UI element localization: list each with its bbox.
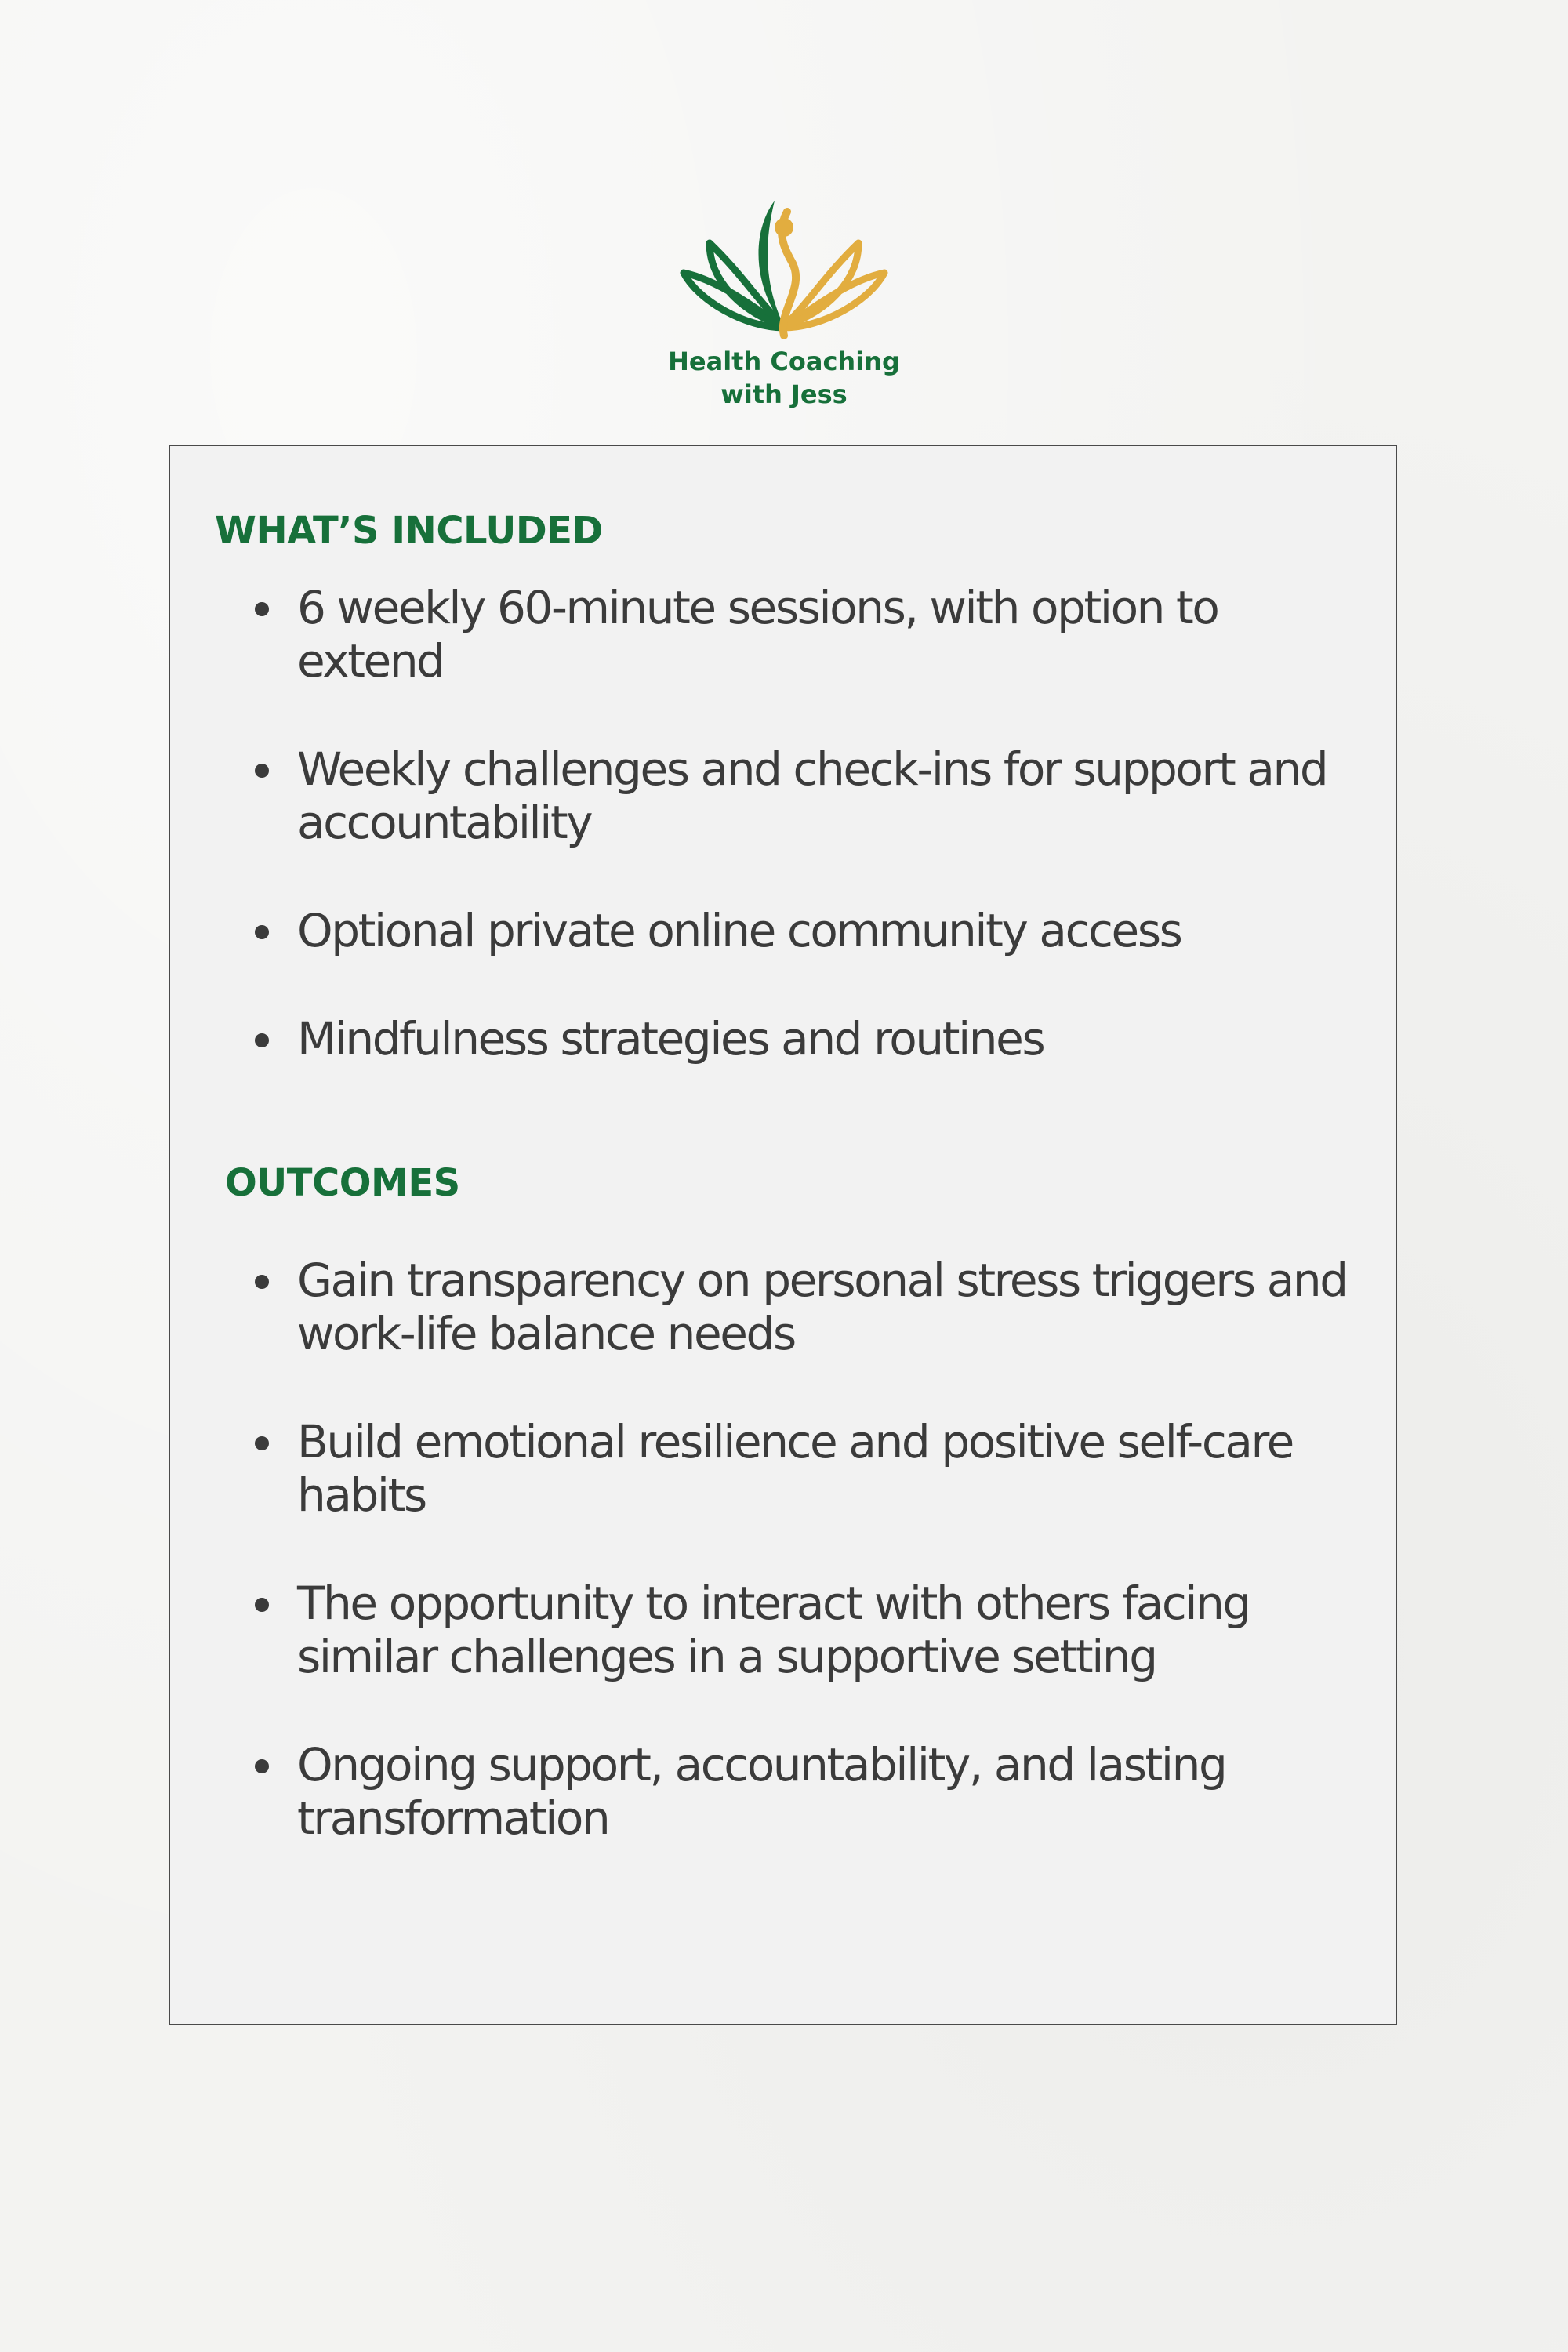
list-item-text: 6 weekly 60-minute sessions, with option to extend bbox=[297, 581, 1218, 688]
whats-included-heading: WHAT’S INCLUDED bbox=[215, 509, 603, 553]
list-item-text: Gain transparency on personal stress triggers and work-life balance needs bbox=[297, 1254, 1347, 1360]
bullet-icon bbox=[255, 1275, 269, 1289]
bullet-icon bbox=[255, 1598, 269, 1612]
list-item-text: Mindfulness strategies and routines bbox=[297, 1012, 1044, 1065]
list-item bbox=[170, 1577, 1399, 1683]
bullet-icon bbox=[255, 602, 269, 616]
bullet-icon bbox=[255, 764, 269, 778]
bullet-icon bbox=[255, 1033, 269, 1047]
list-item bbox=[170, 1738, 1399, 1845]
list-item-text: Build emotional resilience and positive self-care habits bbox=[297, 1415, 1293, 1522]
bullet-icon bbox=[255, 1436, 269, 1450]
list-item bbox=[170, 742, 1399, 849]
list-item-text: Ongoing support, accountability, and lasting transformation bbox=[297, 1738, 1226, 1845]
list-item bbox=[170, 1415, 1399, 1522]
list-item bbox=[170, 904, 1399, 957]
info-card bbox=[169, 445, 1397, 2025]
brand-name-line-2: with Jess bbox=[720, 379, 848, 409]
brand-name bbox=[627, 345, 941, 411]
outcomes-list bbox=[170, 1254, 1399, 1900]
bullet-icon bbox=[255, 925, 269, 939]
brand-name-line-1: Health Coaching bbox=[668, 347, 900, 376]
outcomes-heading: OUTCOMES bbox=[225, 1161, 460, 1205]
list-item bbox=[170, 1254, 1399, 1360]
list-item-text: The opportunity to interact with others facing similar challenges in a supportive setting bbox=[297, 1577, 1250, 1683]
list-item-text: Weekly challenges and check-ins for support and accountability bbox=[297, 742, 1327, 849]
logo bbox=[666, 194, 902, 343]
list-item bbox=[170, 581, 1399, 688]
whats-included-list bbox=[170, 581, 1399, 1120]
lotus-figure-icon bbox=[666, 194, 902, 343]
bullet-icon bbox=[255, 1759, 269, 1773]
list-item-text: Optional private online community access bbox=[297, 904, 1181, 957]
list-item bbox=[170, 1012, 1399, 1065]
